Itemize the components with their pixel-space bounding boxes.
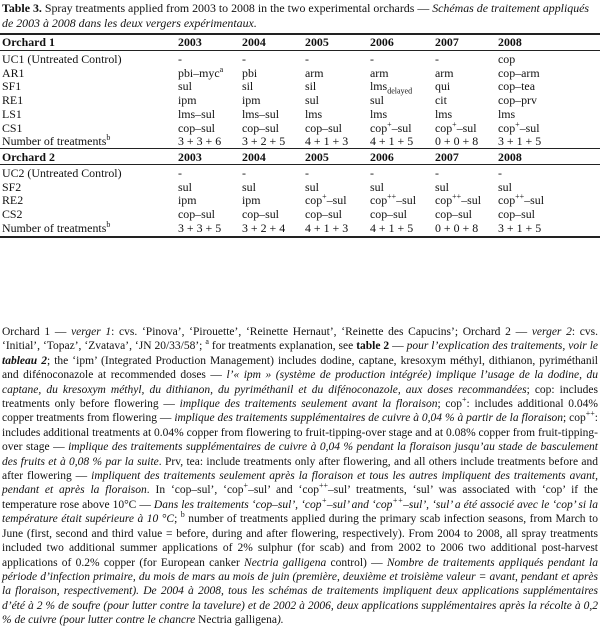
row-label	[2, 67, 24, 79]
table-cell	[435, 119, 477, 135]
footnote-fragment: –sul’ treatments, ‘sul’ was associated with ‘cop’ if the temperature rose above 10°C —	[2, 484, 599, 511]
table-cell	[435, 181, 449, 193]
table-cell	[435, 67, 454, 79]
row-label-text: SF1	[2, 79, 22, 94]
cell-text: sul	[305, 179, 319, 194]
table-cell	[242, 122, 279, 134]
footnote-fragment: table 2	[356, 340, 390, 353]
footnote-fragment: ).	[276, 614, 284, 627]
table-cell	[435, 53, 439, 65]
caption-label: Table 3.	[2, 1, 42, 15]
cell-text: -	[178, 166, 182, 180]
cell-text: 3 + 1 + 5	[498, 134, 542, 149]
footnote-fragment: : cvs. ‘Pinova’, ‘Pirouette’, ‘Reinette Hernaut’, ‘Reinette des Capucins’; Orchard 2 —	[111, 326, 532, 338]
cell-text: cop	[370, 120, 388, 135]
year-header: 2006	[370, 150, 394, 164]
table-cell	[305, 222, 348, 234]
table-cell	[305, 122, 342, 134]
table-cell	[498, 67, 540, 79]
cell-text: 0 + 0 + 8	[435, 134, 479, 149]
cell-text: arm	[370, 65, 389, 80]
cell-text: arm	[305, 65, 324, 80]
table-cell	[178, 135, 221, 147]
footnote-fragment: . In ‘cop–sul’, ‘cop	[146, 484, 244, 497]
table-cell	[498, 135, 541, 147]
cell-text: –sul	[461, 193, 482, 208]
table-cell	[498, 167, 502, 179]
cell-text: ipm	[178, 93, 197, 108]
cell-text: sul	[305, 93, 319, 108]
orchard1-title: Orchard 1	[2, 35, 55, 49]
footnote-fragment: Nombre de traitements appliqués pendant la période d’infection primaire, du mois de mars au mois de juin (première, deuxième et troisième valeur = avant, pendant et après la floraison, respectivement). De 2004 à 2008, tous les schémas de traitements impliquent deux applications supplémentaires d’été à 2 % de soufre (pour lutter contre la tavelure) et de 2002 à 2006, deux applications supplémentaires après la récolte à 0,2 % de cuivre (pour lutter contre le chancre	[2, 556, 599, 627]
cell-text: cop	[498, 52, 516, 66]
table-row	[0, 219, 600, 235]
table-cell	[498, 222, 541, 234]
table-row	[0, 181, 600, 193]
cell-text: sul	[498, 179, 512, 194]
cell-text: -	[435, 166, 439, 180]
table-row	[0, 194, 600, 206]
table-cell	[178, 64, 224, 80]
year-header: 2007	[435, 35, 459, 49]
year-header: 2007	[435, 150, 459, 164]
cell-text: cop–sul	[178, 207, 215, 222]
cell-text: lms	[305, 106, 323, 121]
cell-text: cop–sul	[178, 120, 215, 135]
table-cell	[242, 208, 279, 220]
row-label	[2, 122, 23, 134]
table-cell	[178, 194, 197, 206]
cell-text: –sul	[524, 193, 545, 208]
table-row	[0, 119, 600, 135]
cell-text: cop–sul	[242, 120, 279, 135]
cell-text: sil	[242, 79, 254, 94]
table-row	[0, 108, 600, 120]
footnote-fragment: +	[462, 395, 467, 405]
year-header: 2006	[370, 35, 394, 49]
cell-text: cop–prv	[498, 93, 537, 108]
table-cell	[370, 108, 387, 120]
table-row	[0, 94, 600, 106]
footnote-fragment: ; the ‘ipm’ (Integrated Production Management) includes dodine, captane, kresoxym méthyl, dithianon, pyriméthanil and difénoconazole at recommended doses —	[2, 354, 599, 382]
cell-sup: +	[322, 192, 327, 202]
table-cell	[305, 80, 316, 92]
cell-sup: ++	[452, 192, 462, 202]
table-row	[0, 64, 600, 80]
cell-sup: +	[387, 119, 392, 129]
cell-text: –sul	[456, 120, 477, 135]
footnote-fragment: ++	[392, 496, 404, 506]
cell-text: cop–sul	[498, 207, 535, 222]
year-header: 2004	[242, 150, 266, 164]
table-cell	[305, 67, 324, 79]
table-row	[0, 167, 600, 179]
row-label-text: RE1	[2, 93, 24, 108]
row-label	[2, 53, 122, 65]
table-cell	[242, 194, 261, 206]
cell-text: cop–sul	[370, 207, 407, 222]
table-cell	[498, 94, 537, 106]
cell-text: ipm	[242, 93, 261, 108]
cell-text: -	[435, 52, 439, 66]
footnote-fragment: ; cop	[563, 412, 586, 425]
footnote-fragment: implique des traitements seulement avant la floraison	[179, 398, 438, 411]
table-cell	[305, 194, 347, 206]
cell-text: cop	[305, 193, 323, 208]
cell-sup: +	[515, 119, 520, 129]
table-cell	[178, 108, 215, 120]
footnote-marker: b	[106, 133, 111, 143]
cell-text: 4 + 1 + 5	[370, 220, 414, 235]
year-header: 2003	[178, 35, 202, 49]
footnote-fragment: +	[243, 481, 249, 491]
footnote-fragment: ; cop	[437, 398, 463, 411]
table-cell	[178, 208, 215, 220]
row-label-text: CS1	[2, 120, 23, 135]
table-cell	[305, 181, 319, 193]
table-cell	[242, 167, 246, 179]
footnote-fragment: b	[180, 510, 185, 520]
row-label	[2, 181, 21, 193]
table-cell	[498, 108, 515, 120]
cell-text: 3 + 1 + 5	[498, 220, 542, 235]
row-label-text: CS2	[2, 207, 23, 222]
cell-text: cop	[370, 193, 388, 208]
table-cell	[242, 222, 285, 234]
footnote-marker: b	[106, 219, 111, 229]
footnote-fragment: –sul’ and ‘cop	[248, 484, 319, 497]
footnote-fragment: control) —	[326, 556, 387, 569]
table-cell	[498, 80, 535, 92]
cell-text: ipm	[178, 193, 197, 208]
footnote-fragment: pour l’explication des traitements, voir le	[406, 340, 599, 353]
table-cell	[370, 181, 384, 193]
footnote-fragment: –sul’ and ‘cop	[326, 498, 393, 511]
footnote-fragment: ;	[174, 513, 181, 526]
footnote-fragment: Dans les traitements ‘cop–sul’, ‘cop	[153, 498, 322, 511]
table-cell	[305, 94, 319, 106]
orchard-1-header-rule	[0, 50, 600, 51]
footnote-fragment: : cvs. ‘Initial’, ‘Topaz’, ‘Zvatava’, ‘JN 20/33/58’;	[2, 326, 598, 353]
table-cell	[242, 181, 256, 193]
row-label	[2, 167, 122, 179]
table-cell	[370, 208, 407, 220]
table-cell	[498, 53, 515, 65]
cell-text: lms	[498, 106, 516, 121]
row-label-text: LS1	[2, 106, 22, 121]
orchard2-header-row	[0, 151, 600, 163]
footnote-fragment: : includes additional treatments at 0.04% copper from flowering to fruit-tipping-over stage and at 0.08% copper from fruit-tipping-over stage —	[2, 412, 598, 454]
table-cell	[178, 94, 197, 106]
table-cell	[178, 53, 182, 65]
cell-text: cop	[498, 120, 516, 135]
cell-text: sil	[305, 79, 317, 94]
cell-text: lms–sul	[178, 106, 216, 121]
footnote-fragment: Nectria galligena	[244, 556, 327, 569]
table-cell	[435, 167, 439, 179]
row-label-text: SF2	[2, 179, 22, 194]
footnote-fragment: tableau 2	[2, 354, 47, 367]
row-label	[2, 94, 23, 106]
table-cell	[370, 167, 374, 179]
table-cell	[178, 122, 215, 134]
cell-sup: ++	[515, 192, 525, 202]
cell-text: -	[305, 166, 309, 180]
year-header: 2008	[498, 150, 522, 164]
cell-text: lms	[370, 79, 388, 94]
row-label-text: RE2	[2, 193, 24, 208]
table-cell	[242, 94, 261, 106]
cell-text: pbi–myc	[178, 65, 220, 80]
table-cell	[242, 80, 253, 92]
footnote-fragment: for treatments explanation, see	[208, 340, 357, 353]
table-cell	[370, 94, 384, 106]
cell-text: -	[305, 52, 309, 66]
row-label	[2, 80, 21, 92]
table-cell	[435, 194, 481, 206]
footnote-fragment: ++	[585, 409, 595, 419]
table-row	[0, 79, 600, 96]
table-cell	[370, 222, 413, 234]
cell-text: sul	[435, 179, 449, 194]
cell-text: 0 + 0 + 8	[435, 220, 479, 235]
cell-text: lms	[370, 106, 388, 121]
cell-text: 3 + 3 + 5	[178, 220, 222, 235]
table-cell	[435, 222, 478, 234]
row-label	[2, 108, 22, 120]
table-cell	[435, 208, 472, 220]
table-cell	[370, 135, 413, 147]
year-header: 2005	[305, 150, 329, 164]
footnote-fragment: implique des traitements supplémentaires de cuivre à 0,04 % à partir de la floraison	[174, 412, 564, 425]
cell-text: –sul	[391, 120, 412, 135]
table-cell	[498, 194, 544, 206]
year-header: 2008	[498, 35, 522, 49]
footnote-fragment: a	[205, 337, 209, 347]
table-bottom-rule	[0, 236, 600, 238]
cell-text: 4 + 1 + 3	[305, 134, 349, 149]
orchard2-title: Orchard 2	[2, 150, 55, 164]
cell-text: -	[370, 166, 374, 180]
row-label-text: UC1 (Untreated Control)	[2, 52, 122, 66]
footnote-fragment: ++	[318, 481, 328, 491]
table-caption	[2, 1, 596, 31]
cell-text: cop–arm	[498, 65, 540, 80]
cell-text: sul	[242, 179, 256, 194]
footnote-fragment: –sul’, ‘sul’ a été associé avec le ‘cop’ si la température était supérieure à 10 °C	[2, 498, 598, 526]
table-row	[0, 208, 600, 220]
table-cell	[305, 135, 348, 147]
orchard1-header-row	[0, 36, 600, 48]
cell-text: –sul	[519, 120, 540, 135]
table-cell	[242, 135, 285, 147]
table-cell	[178, 181, 192, 193]
cell-text: –sul	[396, 193, 417, 208]
cell-text: –sul	[326, 193, 347, 208]
table-cell	[435, 135, 478, 147]
table-cell	[498, 181, 512, 193]
cell-text: 3 + 2 + 4	[242, 220, 286, 235]
table-row	[0, 53, 600, 65]
year-header: 2004	[242, 35, 266, 49]
row-label-text: Number of treatments	[2, 220, 107, 235]
cell-text: 3 + 3 + 6	[178, 134, 222, 149]
cell-sub: delayed	[387, 86, 413, 96]
cell-sup: ++	[387, 192, 397, 202]
table-cell	[305, 208, 342, 220]
table-row	[0, 135, 600, 147]
cell-text: 3 + 2 + 5	[242, 134, 286, 149]
table-cell	[178, 167, 182, 179]
cell-text: cop–sul	[305, 207, 342, 222]
table-cell	[498, 208, 535, 220]
footnote-fragment: verger 2	[531, 326, 572, 338]
row-label	[2, 219, 111, 235]
footnote-fragment: l’« ipm » (système de production intégrée) implique l’usage de la dodine, du captane, du kresoxym méthyl, du dithianon, du pyriméthanil et du difénoconazole, aux doses recommandées	[2, 369, 598, 396]
row-label-text: AR1	[2, 65, 25, 80]
table-cell	[242, 108, 279, 120]
table-cell	[435, 80, 450, 92]
cell-text: qui	[435, 79, 451, 94]
cell-text: arm	[435, 65, 454, 80]
cell-text: sul	[178, 179, 192, 194]
caption-english: Spray treatments applied from 2003 to 2008 in the two experimental orchards	[41, 1, 415, 15]
footnote-fragment: Nectria galligena	[198, 614, 277, 627]
table-footnotes	[2, 325, 598, 628]
caption-dash: —	[414, 1, 433, 15]
footnote-fragment: verger 1	[71, 326, 112, 338]
cell-text: cit	[435, 93, 447, 108]
cell-text: cop	[498, 193, 516, 208]
year-header: 2005	[305, 35, 329, 49]
cell-text: cop–sul	[242, 207, 279, 222]
table-cell	[242, 53, 246, 65]
cell-text: pbi	[242, 65, 258, 80]
table-cell	[178, 80, 192, 92]
table-cell	[178, 222, 221, 234]
cell-text: cop–sul	[305, 120, 342, 135]
row-label-text: UC2 (Untreated Control)	[2, 166, 122, 180]
table-cell	[370, 194, 416, 206]
footnote-marker: a	[219, 64, 224, 74]
cell-text: cop	[435, 193, 453, 208]
cell-text: ipm	[242, 193, 261, 208]
table-cell	[305, 167, 309, 179]
footnote-fragment: number of treatments applied during the primary scab infection seasons, from March to June (first, second and third value = before, during and after flowering, respectively). From 2004 to 2008, all spray treatments included two additional summer applications of 2% sulphur (for scab) and from 2002 to 2006 two additional post-harvest applications of 0.2% copper (for European canker	[2, 513, 599, 569]
cell-text: sul	[370, 179, 384, 194]
cell-text: -	[498, 166, 502, 180]
table-cell	[498, 119, 540, 135]
footnote-fragment: impliquent des traitements seulement après la floraison et tous les autres impliquent des traitements avant, pendant et après la floraison	[2, 470, 598, 497]
orchard-2-header-rule	[0, 164, 600, 165]
table-cell	[242, 67, 257, 79]
table-cell	[435, 94, 447, 106]
footnote-fragment: : includes additional 0.04% copper treatments from flowering —	[2, 398, 598, 425]
cell-text: cop	[435, 120, 453, 135]
table-cell	[305, 108, 322, 120]
row-label	[2, 194, 23, 206]
table-cell	[305, 53, 309, 65]
cell-text: 4 + 1 + 3	[305, 220, 349, 235]
footnote-fragment: —	[389, 340, 407, 353]
table-cell	[370, 79, 413, 96]
cell-text: -	[178, 52, 182, 66]
cell-text: -	[242, 52, 246, 66]
row-label	[2, 135, 110, 147]
cell-text: cop–tea	[498, 79, 535, 94]
footnote-fragment: implique des traitements supplémentaires de cuivre à 0,04 % pendant la floraison jusqu’au stade de basculement des fruits et à 0,08 % par la suite	[2, 441, 598, 468]
table-cell	[370, 119, 412, 135]
year-header: 2003	[178, 150, 202, 164]
cell-text: 4 + 1 + 5	[370, 134, 414, 149]
row-label	[2, 208, 23, 220]
cell-text: sul	[370, 93, 384, 108]
footnote-fragment: Orchard 1 —	[2, 326, 72, 338]
cell-text: lms	[435, 106, 453, 121]
cell-text: -	[370, 52, 374, 66]
footnote-fragment: ; cop: includes treatments only before flowering —	[2, 383, 598, 411]
table-cell	[435, 108, 452, 120]
cell-text: -	[242, 166, 246, 180]
cell-text: cop–sul	[435, 207, 472, 222]
caption-french: Schémas de traitement appliqués de 2003 à 2008 dans les deux vergers expérimentaux.	[2, 1, 590, 30]
footnote-fragment: +	[321, 496, 327, 506]
table-cell	[370, 53, 374, 65]
footnote-fragment: . Prv, tea: include treatments only after flowering, and all others include treatments before and after flowering —	[2, 455, 598, 483]
cell-sup: +	[452, 119, 457, 129]
row-label-text: Number of treatments	[2, 134, 107, 149]
cell-text: sul	[178, 79, 192, 94]
cell-text: lms–sul	[242, 106, 280, 121]
table-cell	[370, 67, 389, 79]
